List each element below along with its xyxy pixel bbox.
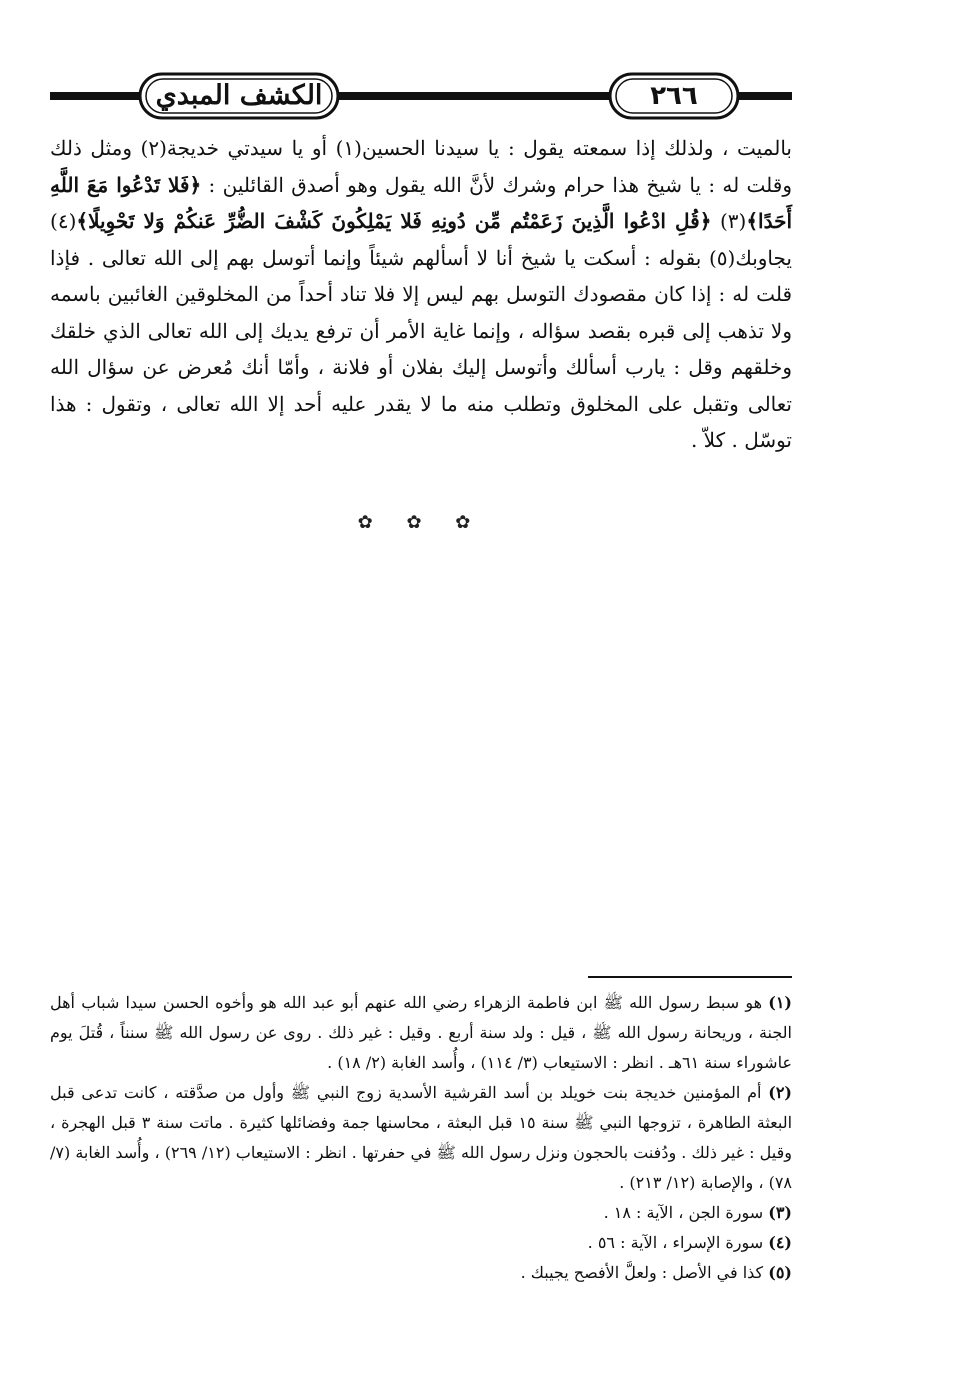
paragraph-intro: بالميت ، ولذلك إذا سمعته يقول : يا سيدنا الحسين(١) أو يا سيدتي خديجة(٢) ومثل ذلك وقلت له : يا شيخ هذا حرام وشرك لأنَّ الله يقول وهو أصدق القائلين : bbox=[50, 136, 793, 197]
page-header bbox=[50, 70, 792, 122]
main-text bbox=[50, 130, 792, 459]
footnote-number: (٤) bbox=[768, 1233, 792, 1252]
page-number: ٢٦٦ bbox=[650, 81, 698, 111]
footnote-ref-3: (٣) bbox=[719, 209, 747, 233]
quran-verse-jinn: ﴿فَلا تَدْعُوا مَعَ اللَّهِ أَحَدًا﴾ bbox=[50, 172, 793, 233]
footnote-number: (٥) bbox=[768, 1263, 792, 1282]
paragraph-continuation: (٤) يجاوبك(٥) بقوله : أسكت يا شيخ أنا لا أسألهم شيئاً وإنما أتوسل بهم إلى الله تعالى . فإذا قلت له : إذا كان مقصودك التوسل بهم ليس إلا فلا تناد أحداً من المخلوقين الغائبين باسمه ولا تذهب إلى قبره بقصد سؤاله ، وإنما غاية الأمر أن ترفع يديك إلى الله تعالى الذي خلقك وخلقهم وقل : يارب أسألك وأتوسل إليك بفلان أو فلانة ، وأمّا أنك مُعرض عن سؤال الله تعالى وتقبل على المخلوق وتطلب منه ما لا يقدر عليه أحد إلا الله تعالى ، وتقول : هذا توسّل . كلاّ . bbox=[50, 209, 793, 452]
footnote-text: سورة الجن ، الآية : ١٨ . bbox=[603, 1203, 764, 1222]
main-paragraph bbox=[50, 130, 792, 459]
footnote-3 bbox=[50, 1198, 792, 1228]
footnote-text: أم المؤمنين خديجة بنت خويلد بن أسد القرشية الأسدية زوج النبي ﷺ وأول من صدَّقته ، كانت تدعى قبل البعثة الطاهرة ، تزوجها النبي ﷺ سنة ١٥ قبل البعثة ، محاسنها جمة وفضائلها كثيرة . ماتت سنة ٣ قبل الهجرة ، وقيل : غير ذلك . ودُفنت بالحجون ونزل رسول الله ﷺ في حفرتها . انظر : الاستيعاب (١٢/ ٢٦٩) ، وأُسد الغابة (٧/ ٧٨) ، والإصابة (١٢/ ٢١٣) . bbox=[50, 1083, 793, 1192]
footnote-2 bbox=[50, 1078, 792, 1198]
footnote-5 bbox=[50, 1258, 792, 1288]
footnote-text: هو سبط رسول الله ﷺ ابن فاطمة الزهراء رضي الله عنهم أبو عبد الله هو وأخوه الحسن سيدا شباب أهل الجنة ، وريحانة رسول الله ﷺ ، قيل : ولد سنة أربع . وقيل : غير ذلك . روى عن رسول الله ﷺ سنناً ، قُتلَ يوم عاشوراء سنة ٦١هـ . انظر : الاستيعاب (٣/ ١١٤) ، وأُسد الغابة (٢/ ١٨) . bbox=[50, 993, 793, 1072]
footnote-number: (٣) bbox=[768, 1203, 792, 1222]
footnote-4 bbox=[50, 1228, 792, 1258]
footnote-text: كذا في الأصل : ولعلَّ الأفصح يجيبك . bbox=[520, 1263, 764, 1282]
footnote-separator bbox=[588, 976, 792, 978]
footnotes bbox=[50, 988, 792, 1288]
book-title: الكشف المبدي bbox=[155, 80, 323, 111]
footnote-number: (١) bbox=[768, 993, 792, 1012]
section-ornament: ✿ ✿ ✿ bbox=[357, 512, 485, 533]
footnote-text: سورة الإسراء ، الآية : ٥٦ . bbox=[587, 1233, 764, 1252]
footnote-1 bbox=[50, 988, 792, 1078]
quran-verse-isra: ﴿قُلِ ادْعُوا الَّذِينَ زَعَمْتُم مِّن دُونِهِ فَلا يَمْلِكُونَ كَشْفَ الضُّرِّ عَنكُمْ وَلا تَحْوِيلًا﴾ bbox=[76, 209, 712, 233]
footnote-number: (٢) bbox=[768, 1083, 792, 1102]
